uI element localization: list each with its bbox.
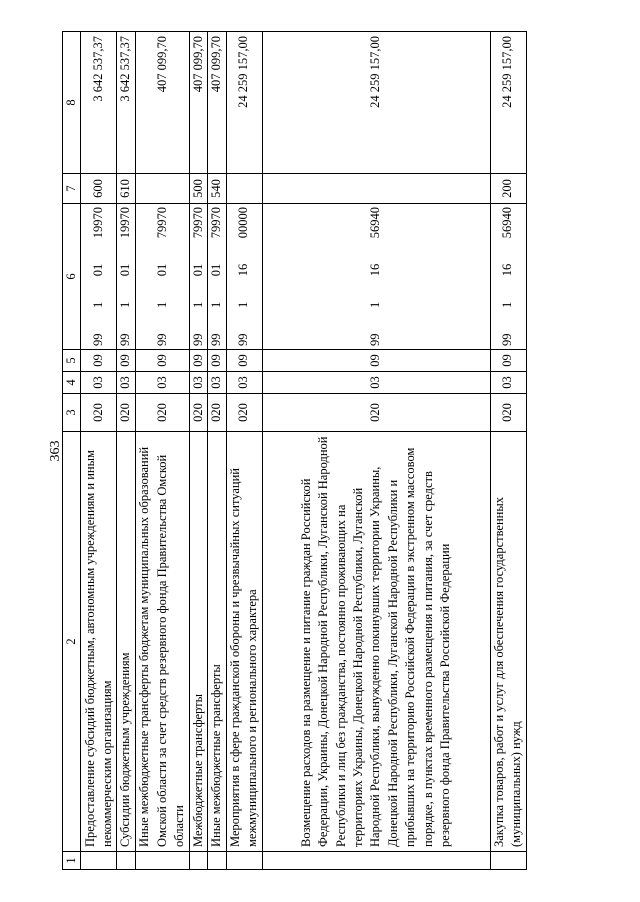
budget-table	[62, 31, 527, 870]
cell-csr	[208, 204, 226, 350]
cell-csr	[262, 204, 490, 350]
csr-part: 1	[236, 301, 251, 308]
cell-amount: 3 642 537,37	[81, 32, 117, 174]
cell-csr	[490, 204, 526, 350]
cell-pr: 09	[117, 350, 135, 372]
cell-rz: 03	[189, 372, 207, 394]
csr-code	[235, 204, 252, 349]
column-header: 7	[63, 174, 81, 204]
cell-empty	[226, 852, 262, 870]
cell-csr	[135, 204, 189, 350]
cell-name: Мероприятия в сфере гражданской обороны и чрезвычайных ситуаций межмуниципального и регионального характера	[226, 432, 262, 852]
cell-vr: 600	[81, 174, 117, 204]
cell-csr	[189, 204, 207, 350]
table-row	[189, 32, 207, 870]
table-body	[81, 32, 526, 870]
csr-code	[208, 204, 225, 349]
cell-pr: 09	[262, 350, 490, 372]
csr-code	[90, 204, 107, 349]
cell-amount: 407 099,70	[208, 32, 226, 174]
cell-rz: 03	[81, 372, 117, 394]
cell-pr: 09	[226, 350, 262, 372]
csr-part: 99	[154, 333, 169, 346]
csr-part: 1	[154, 301, 169, 308]
cell-vr: 500	[189, 174, 207, 204]
csr-part: 19970	[91, 207, 106, 239]
cell-empty	[117, 852, 135, 870]
csr-part: 01	[190, 263, 205, 277]
cell-rz: 03	[208, 372, 226, 394]
cell-empty	[189, 852, 207, 870]
cell-rz: 03	[135, 372, 189, 394]
csr-part: 16	[236, 263, 251, 277]
csr-part: 1	[91, 301, 106, 308]
cell-amount: 407 099,70	[135, 32, 189, 174]
csr-part: 99	[236, 333, 251, 346]
csr-code	[367, 204, 384, 349]
csr-part: 01	[91, 263, 106, 277]
cell-name: Возмещение расходов на размещение и питание граждан Российской Федерации, Украины, Донецкой Народной Республики, Луганской Народной Республики и лиц без гражданства, постоянно проживающих на территориях Украины, Донецкой Народной Республики, Луганской Народной Республики, вынужденно покинувших территории Украины, Донецкой Народной Республики, Луганской Народной Республики и прибывших на территорию Российской Федерации в экстренном массовом порядке, в пунктах временного размещения и питания, за счет средств резервного фонда Правительства Российской Федерации	[262, 432, 490, 852]
cell-grbs: 020	[135, 394, 189, 432]
cell-pr: 09	[135, 350, 189, 372]
csr-part: 1	[368, 301, 383, 308]
csr-part: 79970	[209, 207, 224, 239]
csr-code	[154, 204, 171, 349]
csr-part: 99	[500, 333, 515, 346]
csr-part: 99	[91, 333, 106, 346]
cell-vr	[135, 174, 189, 204]
cell-grbs: 020	[490, 394, 526, 432]
csr-part: 99	[118, 333, 133, 346]
table-row	[226, 32, 262, 870]
cell-grbs: 020	[81, 394, 117, 432]
cell-grbs: 020	[226, 394, 262, 432]
cell-rz: 03	[117, 372, 135, 394]
csr-part: 1	[118, 301, 133, 308]
cell-amount: 3 642 537,37	[117, 32, 135, 174]
cell-rz: 03	[490, 372, 526, 394]
csr-code	[499, 204, 516, 349]
csr-part: 1	[209, 301, 224, 308]
csr-part: 01	[154, 263, 169, 277]
csr-part: 16	[368, 263, 383, 277]
cell-rz: 03	[226, 372, 262, 394]
csr-part: 99	[368, 333, 383, 346]
csr-part: 56940	[500, 207, 515, 239]
csr-part: 99	[209, 333, 224, 346]
cell-name: Иные межбюджетные трансферты	[208, 432, 226, 852]
cell-empty	[208, 852, 226, 870]
cell-amount: 407 099,70	[189, 32, 207, 174]
csr-part: 19970	[118, 207, 133, 239]
cell-pr: 09	[189, 350, 207, 372]
column-header: 2	[63, 432, 81, 852]
cell-csr	[226, 204, 262, 350]
csr-part: 1	[500, 301, 515, 308]
cell-empty	[81, 852, 117, 870]
column-header: 3	[63, 394, 81, 432]
cell-vr: 610	[117, 174, 135, 204]
cell-name: Иные межбюджетные трансферты бюджетам муниципальных образований Омской области за счет средств резервного фонда Правительства Омской области	[135, 432, 189, 852]
cell-grbs: 020	[262, 394, 490, 432]
csr-part: 01	[118, 263, 133, 277]
header-row	[63, 32, 81, 870]
cell-rz: 03	[262, 372, 490, 394]
column-header: 6	[63, 204, 81, 350]
page-number: 363	[48, 440, 63, 462]
cell-name: Межбюджетные трансферты	[189, 432, 207, 852]
cell-vr: 200	[490, 174, 526, 204]
column-header: 5	[63, 350, 81, 372]
cell-name: Субсидии бюджетным учреждениям	[117, 432, 135, 852]
cell-empty	[262, 852, 490, 870]
cell-amount: 24 259 157,00	[490, 32, 526, 174]
csr-code	[190, 204, 207, 349]
table-row	[135, 32, 189, 870]
table-row	[490, 32, 526, 870]
table-row	[208, 32, 226, 870]
cell-amount: 24 259 157,00	[262, 32, 490, 174]
cell-name: Закупка товаров, работ и услуг для обеспечения государственных (муниципальных) нужд	[490, 432, 526, 852]
column-header: 1	[63, 852, 81, 870]
cell-empty	[135, 852, 189, 870]
cell-empty	[490, 852, 526, 870]
cell-vr: 540	[208, 174, 226, 204]
cell-grbs: 020	[189, 394, 207, 432]
cell-name: Предоставление субсидий бюджетным, автономным учреждениям и иным некоммерческим организациям	[81, 432, 117, 852]
cell-pr: 09	[81, 350, 117, 372]
cell-amount: 24 259 157,00	[226, 32, 262, 174]
cell-csr	[117, 204, 135, 350]
cell-vr	[226, 174, 262, 204]
table-row	[117, 32, 135, 870]
csr-part: 79970	[190, 207, 205, 239]
csr-part: 99	[190, 333, 205, 346]
csr-part: 56940	[368, 207, 383, 239]
table-row	[81, 32, 117, 870]
cell-pr: 09	[208, 350, 226, 372]
cell-vr	[262, 174, 490, 204]
cell-grbs: 020	[208, 394, 226, 432]
csr-code	[117, 204, 134, 349]
csr-part: 1	[190, 301, 205, 308]
cell-pr: 09	[490, 350, 526, 372]
cell-grbs: 020	[117, 394, 135, 432]
csr-part: 16	[500, 263, 515, 277]
cell-csr	[81, 204, 117, 350]
column-header: 4	[63, 372, 81, 394]
column-header: 8	[63, 32, 81, 174]
csr-part: 79970	[154, 207, 169, 239]
csr-part: 00000	[236, 207, 251, 239]
csr-part: 01	[209, 263, 224, 277]
table-row	[262, 32, 490, 870]
